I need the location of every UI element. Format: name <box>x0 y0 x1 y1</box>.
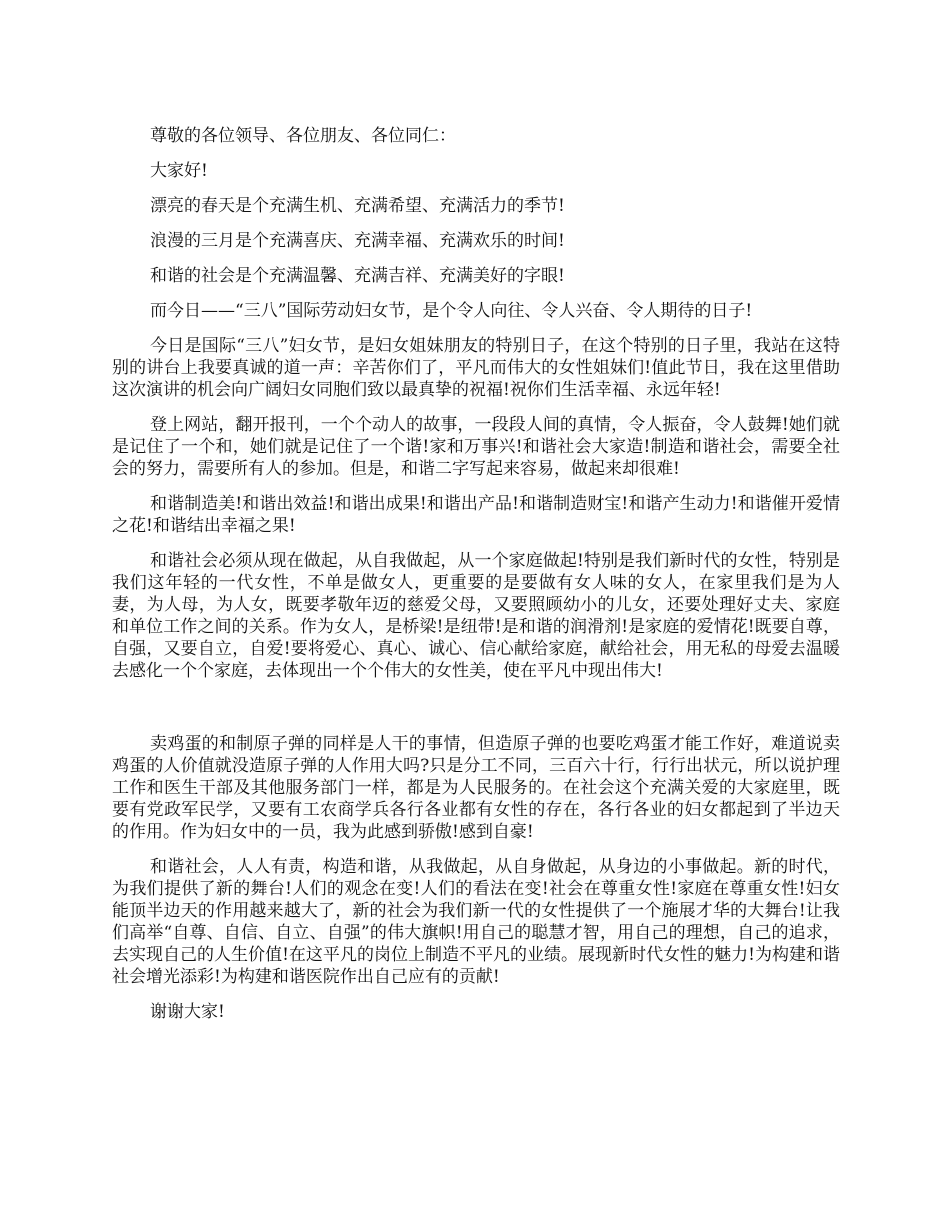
paragraph-society: 和谐的社会是个充满温馨、充满吉祥、充满美好的字眼! <box>150 266 565 286</box>
paragraph-womens-day: 而今日——“三八”国际劳动妇女节，是个令人向往、令人兴奋、令人期待的日子! <box>150 301 753 321</box>
paragraph-stories: 登上网站，翻开报刊，一个个动人的故事，一段段人间的真情，令人振奋，令人鼓舞!她们就是记住了一个和，她们就是记住了一个谐!家和万事兴!和谐社会大家造!制造和谐社会，需要全社会的努力，需要所有人的参加。但是，和谐二字写起来容易，做起来却很难! <box>112 415 840 479</box>
closing-thanks: 谢谢大家! <box>150 1002 225 1022</box>
paragraph-division-of-labor: 卖鸡蛋的和制原子弹的同样是人干的事情，但造原子弹的也要吃鸡蛋才能工作好，难道说卖鸡蛋的人价值就没造原子弹的人作用大吗?只是分工不同，三百六十行，行行出状元，所以说护理工作和医生干部及其他服务部门一样，都是为人民服务的。在社会这个充满关爱的大家庭里，既要有党政军民学，又要有工农商学兵各行各业都有女性的存在，各行各业的妇女都起到了半边天的作用。作为妇女中的一员，我为此感到骄傲!感到自豪! <box>112 734 840 842</box>
salutation: 尊敬的各位领导、各位朋友、各位同仁： <box>150 126 456 146</box>
paragraph-harmony: 和谐制造美!和谐出效益!和谐出成果!和谐出产品!和谐制造财宝!和谐产生动力!和谐催开爱情之花!和谐结出幸福之果! <box>112 494 840 536</box>
document-page <box>112 125 840 1036</box>
paragraph-start-now: 和谐社会必须从现在做起，从自我做起，从一个家庭做起!特别是我们新时代的女性，特别是我们这年轻的一代女性，不单是做女人，更重要的是要做有女人味的女人，在家里我们是为人妻，为人母，为人女，既要孝敬年迈的慈爱父母，又要照顾幼小的儿女，还要处理好丈夫、家庭和单位工作之间的关系。作为女人，是桥梁!是纽带!是和谐的润滑剂!是家庭的爱情花!既要自尊，自强，又要自立，自爱!要将爱心、真心、诚心、信心献给家庭，献给社会，用无私的母爱去温暖去感化一个个家庭，去体现出一个个伟大的女性美，使在平凡中现出伟大! <box>112 551 840 681</box>
greeting: 大家好! <box>150 161 208 181</box>
paragraph-responsibility: 和谐社会，人人有责，构造和谐，从我做起，从自身做起，从身边的小事做起。新的时代，为我们提供了新的舞台!人们的观念在变!人们的看法在变!社会在尊重女性!家庭在尊重女性!妇女能顶半边天的作用越来越大了，新的社会为我们新一代的女性提供了一个施展才华的大舞台!让我们高举“自尊、自信、自立、自强”的伟大旗帜!用自己的聪慧才智，用自己的理想，自己的追求，去实现自己的人生价值!在这平凡的岗位上制造不平凡的业绩。展现新时代女性的魅力!为构建和谐社会增光添彩!为构建和谐医院作出自己应有的贡献! <box>112 857 840 987</box>
paragraph-march: 浪漫的三月是个充满喜庆、充满幸福、充满欢乐的时间! <box>150 231 565 251</box>
paragraph-spring: 漂亮的春天是个充满生机、充满希望、充满活力的季节! <box>150 196 565 216</box>
paragraph-blessing: 今日是国际“三八”妇女节，是妇女姐妹朋友的特别日子，在这个特别的日子里，我站在这特别的讲台上我要真诚的道一声：辛苦你们了，平凡而伟大的女性姐妹们!值此节日，我在这里借助这次演讲的机会向广阔妇女同胞们致以最真挚的祝福!祝你们生活幸福、永远年轻! <box>112 336 840 400</box>
